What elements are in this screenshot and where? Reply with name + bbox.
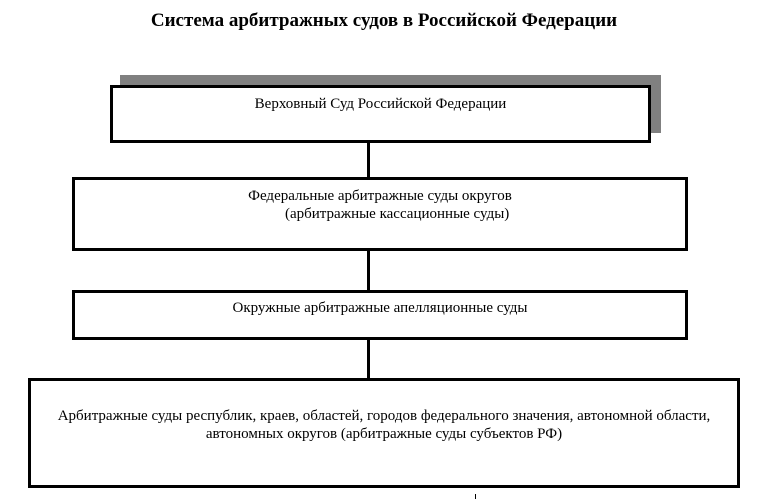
appeal-courts-box [72,290,688,340]
connector-appeal-subjects [367,340,370,378]
subject-courts-box [28,378,740,488]
supreme-court-label: Верховный Суд Российской Федерации [254,96,507,112]
diagram-title: Система арбитражных судов в Российской Федерации [150,10,618,31]
federal-district-courts-box [72,177,688,251]
federal-district-courts-label: Федеральные арбитражные суды округов [248,188,512,204]
connector-federal-appeal [367,251,370,290]
appeal-courts-label: Окружные арбитражные апелляционные суды [232,300,528,316]
subject-courts-label: Арбитражные суды республик, краев, областей, городов федерального значения, автономной области, автономных округов (арбитражные суды субъектов РФ) [57,408,711,442]
stray-mark [475,494,476,499]
connector-supreme-federal [367,143,370,177]
federal-district-courts-sublabel: (арбитражные кассационные суды) [285,206,510,222]
supreme-court-box [110,85,651,143]
